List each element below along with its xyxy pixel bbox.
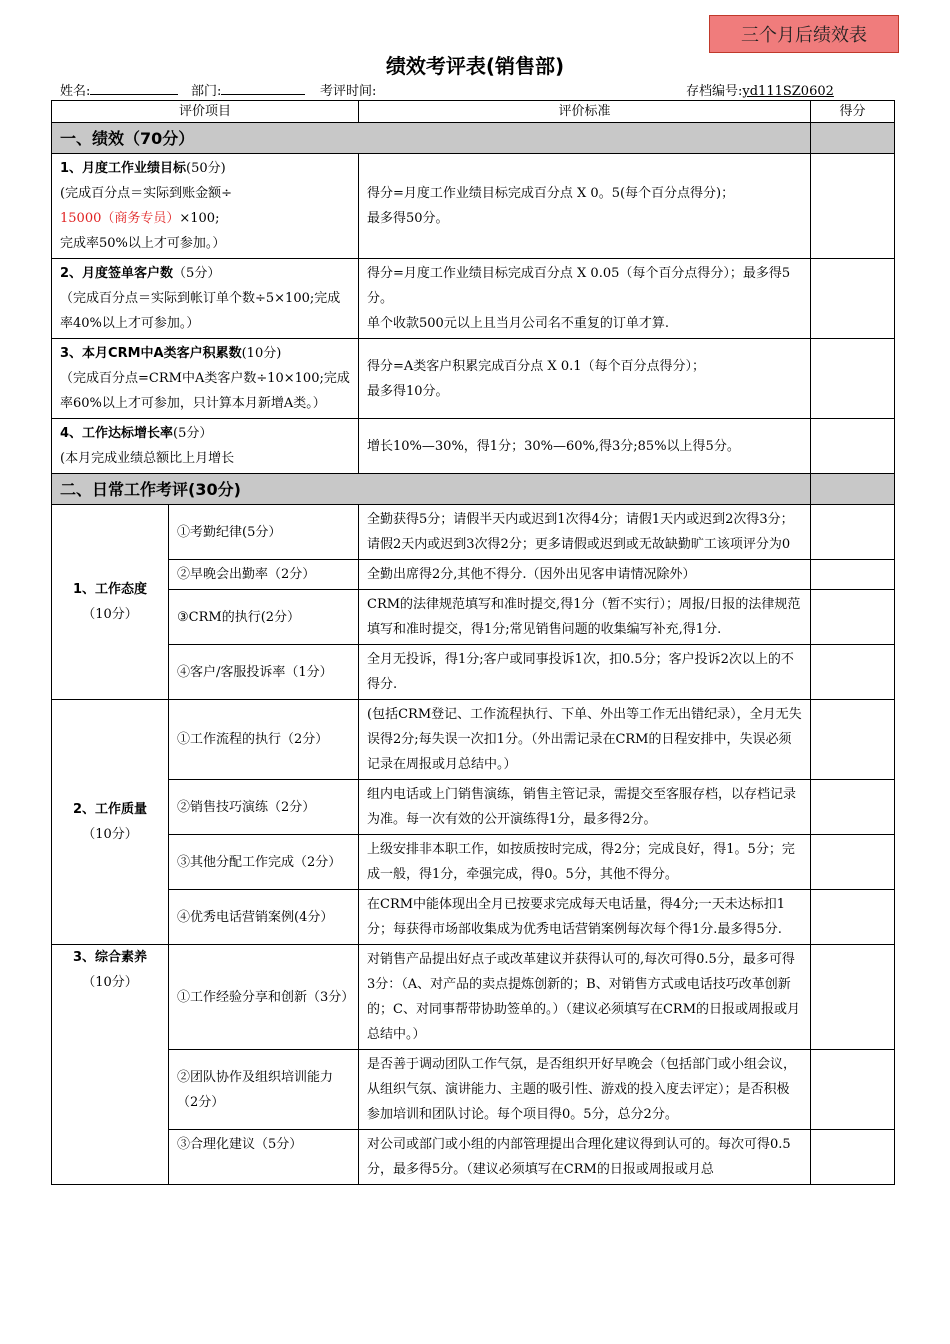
item-cell bbox=[52, 259, 359, 339]
table-row bbox=[52, 419, 895, 474]
item-desc: （完成百分点＝实际到帐订单个数÷5×100;完成率40%以上才可参加。） bbox=[60, 291, 341, 331]
score-cell[interactable] bbox=[811, 1050, 895, 1130]
category-cell bbox=[52, 700, 169, 945]
subitem-label: ③合理化建议（5分） bbox=[169, 1130, 359, 1185]
three-month-badge: 三个月后绩效表 bbox=[709, 15, 899, 53]
form-meta bbox=[60, 80, 900, 100]
standard-cell: 在CRM中能体现出全月已按要求完成每天电话量，得4分;一天未达标扣1分；每获得市场部收集成为优秀电话营销案例每次每个得1分.最多得5分. bbox=[359, 890, 811, 945]
standard-text: 单个收款500元以上且当月公司名不重复的订单才算. bbox=[367, 316, 669, 331]
standard-cell bbox=[359, 259, 811, 339]
table-row bbox=[52, 645, 895, 700]
standard-cell: 是否善于调动团队工作气氛，是否组织开好早晚会（包括部门或小组会议，从组织气氛、演讲能力、主题的吸引性、游戏的投入度去评定）；是否积极参加培训和团队讨论。每个项目得0。5分，总分2分。 bbox=[359, 1050, 811, 1130]
score-cell[interactable] bbox=[811, 505, 895, 560]
standard-cell bbox=[359, 339, 811, 419]
category-cell bbox=[52, 945, 169, 1185]
score-cell[interactable] bbox=[811, 339, 895, 419]
item-points: (5分） bbox=[173, 426, 213, 441]
standard-cell: 全勤出席得2分,其他不得分.（因外出见客申请情况除外） bbox=[359, 560, 811, 590]
item-title: 3、本月CRM中A类客户积累数 bbox=[60, 346, 242, 361]
table-row bbox=[52, 835, 895, 890]
score-cell[interactable] bbox=[811, 590, 895, 645]
item-points: （5分） bbox=[173, 266, 221, 281]
score-cell[interactable] bbox=[811, 700, 895, 780]
standard-cell: 全月无投诉，得1分;客户或同事投诉1次，扣0.5分；客户投诉2次以上的不得分. bbox=[359, 645, 811, 700]
standard-text: 得分=月度工作业绩目标完成百分点 X 0。5(每个百分点得分)； bbox=[367, 186, 735, 201]
header-standard: 评价标准 bbox=[359, 101, 811, 123]
table-row bbox=[52, 780, 895, 835]
dept-field[interactable] bbox=[191, 80, 221, 99]
table-row bbox=[52, 259, 895, 339]
item-desc: ×100; bbox=[179, 211, 220, 226]
score-cell[interactable] bbox=[811, 945, 895, 1050]
subitem-label: ②销售技巧演练（2分） bbox=[169, 780, 359, 835]
standard-cell: 全勤获得5分；请假半天内或迟到1次得4分；请假1天内或迟到2次得3分；请假2天内或迟到3次得2分；更多请假或迟到或无故缺勤旷工该项评分为0 bbox=[359, 505, 811, 560]
table-row bbox=[52, 505, 895, 560]
standard-cell: 组内电话或上门销售演练，销售主管记录，需提交至客服存档，以存档记录为准。每一次有效的公开演练得1分，最多得2分。 bbox=[359, 780, 811, 835]
table-row bbox=[52, 1130, 895, 1185]
section-title: 二、日常工作考评(30分) bbox=[52, 474, 811, 505]
standard-text: 得分=月度工作业绩目标完成百分点 X 0.05（每个百分点得分）；最多得5分。 bbox=[367, 266, 791, 306]
header-score: 得分 bbox=[811, 101, 895, 123]
table-row bbox=[52, 890, 895, 945]
item-title: 4、工作达标增长率 bbox=[60, 426, 174, 441]
item-desc: (本月完成业绩总额比上月增长 bbox=[60, 451, 235, 466]
standard-text: 最多得50分。 bbox=[367, 211, 449, 226]
score-cell[interactable] bbox=[811, 259, 895, 339]
category-name: 2、工作质量 bbox=[72, 802, 148, 817]
item-cell bbox=[52, 419, 359, 474]
item-desc: 完成率50%以上才可参加。） bbox=[60, 236, 226, 251]
score-cell[interactable] bbox=[811, 780, 895, 835]
table-row bbox=[52, 560, 895, 590]
section-row bbox=[52, 123, 895, 154]
archive-value: yd111SZ0602 bbox=[742, 84, 834, 99]
subitem-label: ③其他分配工作完成（2分） bbox=[169, 835, 359, 890]
page-title: 绩效考评表(销售部) bbox=[385, 54, 565, 78]
subitem-label: ①考勤纪律(5分） bbox=[169, 505, 359, 560]
table-header-row bbox=[52, 101, 895, 123]
category-cell bbox=[52, 505, 169, 700]
subitem-label: ②团队协作及组织培训能力（2分） bbox=[169, 1050, 359, 1130]
score-cell[interactable] bbox=[811, 1130, 895, 1185]
score-cell[interactable] bbox=[811, 154, 895, 259]
table-row bbox=[52, 945, 895, 1050]
item-points: (10分) bbox=[241, 346, 282, 361]
standard-cell: 对销售产品提出好点子或改革建议并获得认可的,每次可得0.5分，最多可得3分：（A、对产品的卖点提炼创新的；B、对销售方式或电话技巧改革创新的；C、对同事帮带协助签单的。）（建议必须填写在CRM的日报或周报或月总结中。） bbox=[359, 945, 811, 1050]
time-label: 考评时间: bbox=[320, 84, 377, 99]
dept-blank[interactable] bbox=[221, 80, 305, 95]
score-cell[interactable] bbox=[811, 645, 895, 700]
name-label: 姓名: bbox=[60, 84, 91, 99]
score-cell[interactable] bbox=[811, 419, 895, 474]
section-title: 一、绩效（70分） bbox=[52, 123, 811, 154]
standard-text: 最多得10分。 bbox=[367, 383, 449, 399]
table-row bbox=[52, 339, 895, 419]
standard-text: 得分=A类客户积累完成百分点 X 0.1（每个百分点得分）； bbox=[367, 358, 705, 374]
score-cell[interactable] bbox=[811, 835, 895, 890]
table-row bbox=[52, 154, 895, 259]
archive-label: 存档编号: bbox=[686, 84, 743, 99]
item-title: 2、月度签单客户数 bbox=[60, 266, 174, 281]
item-desc-highlight: 15000（商务专员） bbox=[60, 211, 180, 226]
standard-cell: CRM的法律规范填写和准时提交,得1分（暂不实行）；周报/日报的法律规范填写和准时提交，得1分;常见销售问题的收集编写补充,得1分. bbox=[359, 590, 811, 645]
subitem-label: ④优秀电话营销案例(4分） bbox=[169, 890, 359, 945]
subitem-label: ②早晚会出勤率（2分） bbox=[169, 560, 359, 590]
section-row bbox=[52, 474, 895, 505]
name-field[interactable] bbox=[60, 80, 90, 99]
category-name: 3、综合素养 bbox=[72, 950, 148, 965]
table-row bbox=[52, 700, 895, 780]
item-desc: (完成百分点＝实际到账金额÷ bbox=[60, 186, 232, 201]
subitem-label: ①工作经验分享和创新（3分） bbox=[169, 945, 359, 1050]
item-cell bbox=[52, 339, 359, 419]
standard-cell: 增长10%—30%，得1分；30%—60%,得3分;85%以上得5分。 bbox=[359, 419, 811, 474]
archive-number bbox=[686, 80, 834, 99]
table-row bbox=[52, 1050, 895, 1130]
subitem-label: ④客户/客服投诉率（1分） bbox=[169, 645, 359, 700]
category-points: （10分） bbox=[82, 975, 138, 990]
category-points: （10分） bbox=[82, 827, 138, 842]
score-cell[interactable] bbox=[811, 890, 895, 945]
subitem-label: ③CRM的执行(2分） bbox=[169, 590, 359, 645]
item-cell bbox=[52, 154, 359, 259]
standard-cell: 对公司或部门或小组的内部管理提出合理化建议得到认可的。每次可得0.5分，最多得5分。（建议必须填写在CRM的日报或周报或月总 bbox=[359, 1130, 811, 1185]
category-name: 1、工作态度 bbox=[72, 582, 148, 597]
header-item: 评价项目 bbox=[52, 101, 359, 123]
subitem-label: ①工作流程的执行（2分） bbox=[169, 700, 359, 780]
evaluation-table bbox=[51, 100, 895, 1185]
name-blank[interactable] bbox=[90, 80, 178, 95]
score-cell[interactable] bbox=[811, 560, 895, 590]
table-row bbox=[52, 590, 895, 645]
item-title: 1、月度工作业绩目标 bbox=[60, 161, 187, 176]
standard-cell bbox=[359, 154, 811, 259]
item-points: (50分) bbox=[186, 161, 226, 176]
category-points: （10分） bbox=[82, 607, 138, 622]
standard-cell: 上级安排非本职工作，如按质按时完成，得2分；完成良好，得1。5分；完成一般，得1分，牵强完成，得0。5分，其他不得分。 bbox=[359, 835, 811, 890]
item-desc: （完成百分点=CRM中A类客户数÷10×100;完成率60%以上才可参加，只计算本月新增A类。） bbox=[60, 371, 350, 411]
standard-cell: (包括CRM登记、工作流程执行、下单、外出等工作无出错纪录），全月无失误得2分;每失误一次扣1分。（外出需记录在CRM的日程安排中，失误必须记录在周报或月总结中。） bbox=[359, 700, 811, 780]
dept-label: 部门: bbox=[191, 84, 222, 99]
